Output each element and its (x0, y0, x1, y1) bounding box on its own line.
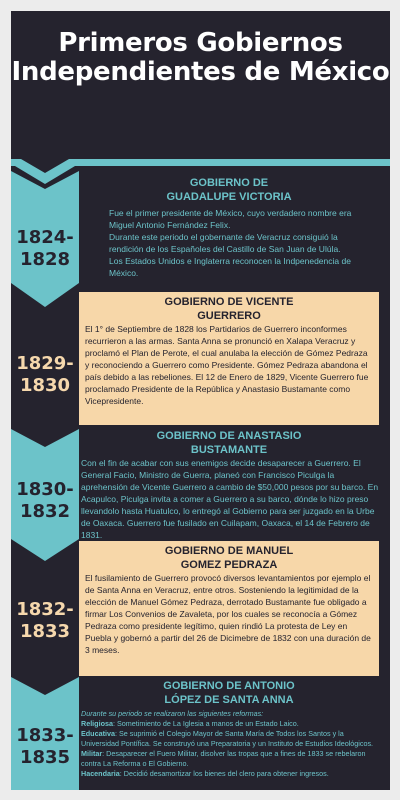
years-1829-1830: 1829-1830 (16, 353, 74, 396)
section-text: El 1° de Septiembre de 1828 los Partidarios de Guerrero inconformes recurrieron a las armas. Santa Anna se pronunció en Xalapa Veracruz y proclamó el Plan de Perote, el cual anulaba la elección de Gómez Pedraza y reconociendo a Guerrero como Presidente. Gómez Pedraza abandona el país debido a las rebeliones. El 12 de Enero de 1829, Vicente Guerrero fue proclamado Presidente de la República y Anastasio Bustamante como Vicepresidente. (85, 324, 369, 406)
years-1832-1833: 1832-1833 (16, 599, 74, 642)
infographic-poster (11, 11, 390, 790)
section-title-line1: GOBIERNO DE VICENTE (164, 296, 294, 308)
reform-item: Hacendaria: Decidió desamortizar los bienes del clero para obtener ingresos. (81, 769, 329, 778)
section-title-line2: GUADALUPE VICTORIA (166, 191, 292, 203)
reforms-intro: Durante su periodo se realizaron las siguientes reformas: (81, 709, 264, 718)
reform-item: Religiosa: Sometimiento de La Iglesia a manos de un Estado Laico. (81, 719, 299, 728)
years-1824-1828: 1824-1828 (16, 227, 74, 270)
section-title-line1: GOBIERNO DE ANTONIO (163, 680, 295, 692)
section-guadalupe-victoria (79, 176, 379, 296)
section-text: Con el fin de acabar con sus enemigos decide desaparecer a Guerrero. El General Facio, Ministro de Guerra, planeó con Francisco Piculga la aprehensión de Vicente Guerrero a cambio de $50,000 pesos por su barco. En Acapulco, Piculga invita a comer a Guerrero a su barco, dónde lo hizo preso llevandolo hasta Huatulco, lo entregó al Gobierno para ser juzgado en la Urbe de Oaxaca. Guerrero fue fusilado en Cuilapam, Oaxaca, el 14 de Febrero de 1831. (81, 458, 379, 540)
section-title-line2: BUSTAMANTE (190, 444, 268, 456)
reform-item: Educativa: Se suprimió el Colegio Mayor de Santa María de Todos los Santos y la Universidad Pontífica. Se construyó una Preparatoria y un Instituto de Estudios Ideológicos. (81, 729, 374, 748)
section-text: El fusilamiento de Guerrero provocó diversos levantamientos por ejemplo el de Santa Anna en Veracruz, entre otros. Sosteniendo la legitimidad de la elección de Manuel Gómez Pedraza, derrotado Bustamante fue obligado a firmar Los Convenios de Zavaleta, por los cuales se reconocía a Gómez Pedraza como presidente legítimo, quien rindió La protesta de Ley en Puebla y gobernó a partir del 26 de Dicimebre de 1832 con una duración de 3 meses. (85, 573, 371, 655)
section-title-line2: LÓPEZ DE SANTA ANNA (164, 694, 294, 706)
section-vicente-guerrero (79, 292, 379, 425)
paragraph: Durante este periodo el gobernante de Veracruz consiguió la rendición de los Españoles del Castillo de San Juan de Ulúla. (109, 232, 341, 254)
section-anastasio-bustamante (79, 429, 379, 551)
section-gomez-pedraza (79, 541, 379, 676)
section-title-line2: GUERRERO (197, 310, 261, 322)
paragraph: Los Estados Unidos e Inglaterra reconocen la Indpenedencia de México. (109, 256, 351, 278)
section-title-line1: GOBIERNO DE ANASTASIO (156, 430, 302, 442)
section-santa-anna (79, 679, 379, 789)
poster-title: Primeros Gobiernos Independientes de México (11, 28, 390, 87)
section-title-line1: GOBIERNO DE MANUEL (164, 545, 294, 557)
reform-item: Militar: Desaparecer el Fuero Militar, disolver las tropas que a fines de 1833 se rebelaron contra La Reforma o El Gobierno. (81, 749, 366, 768)
paragraph: Fue el primer presidente de México, cuyo verdadero nombre era Miguel Antonio Fernández Felix. (109, 208, 352, 230)
years-1833-1835: 1833-1835 (16, 725, 74, 768)
years-1830-1832: 1830-1832 (16, 479, 74, 522)
section-title-line2: GOMEZ PEDRAZA (180, 559, 278, 571)
section-title-line1: GOBIERNO DE (189, 177, 269, 189)
